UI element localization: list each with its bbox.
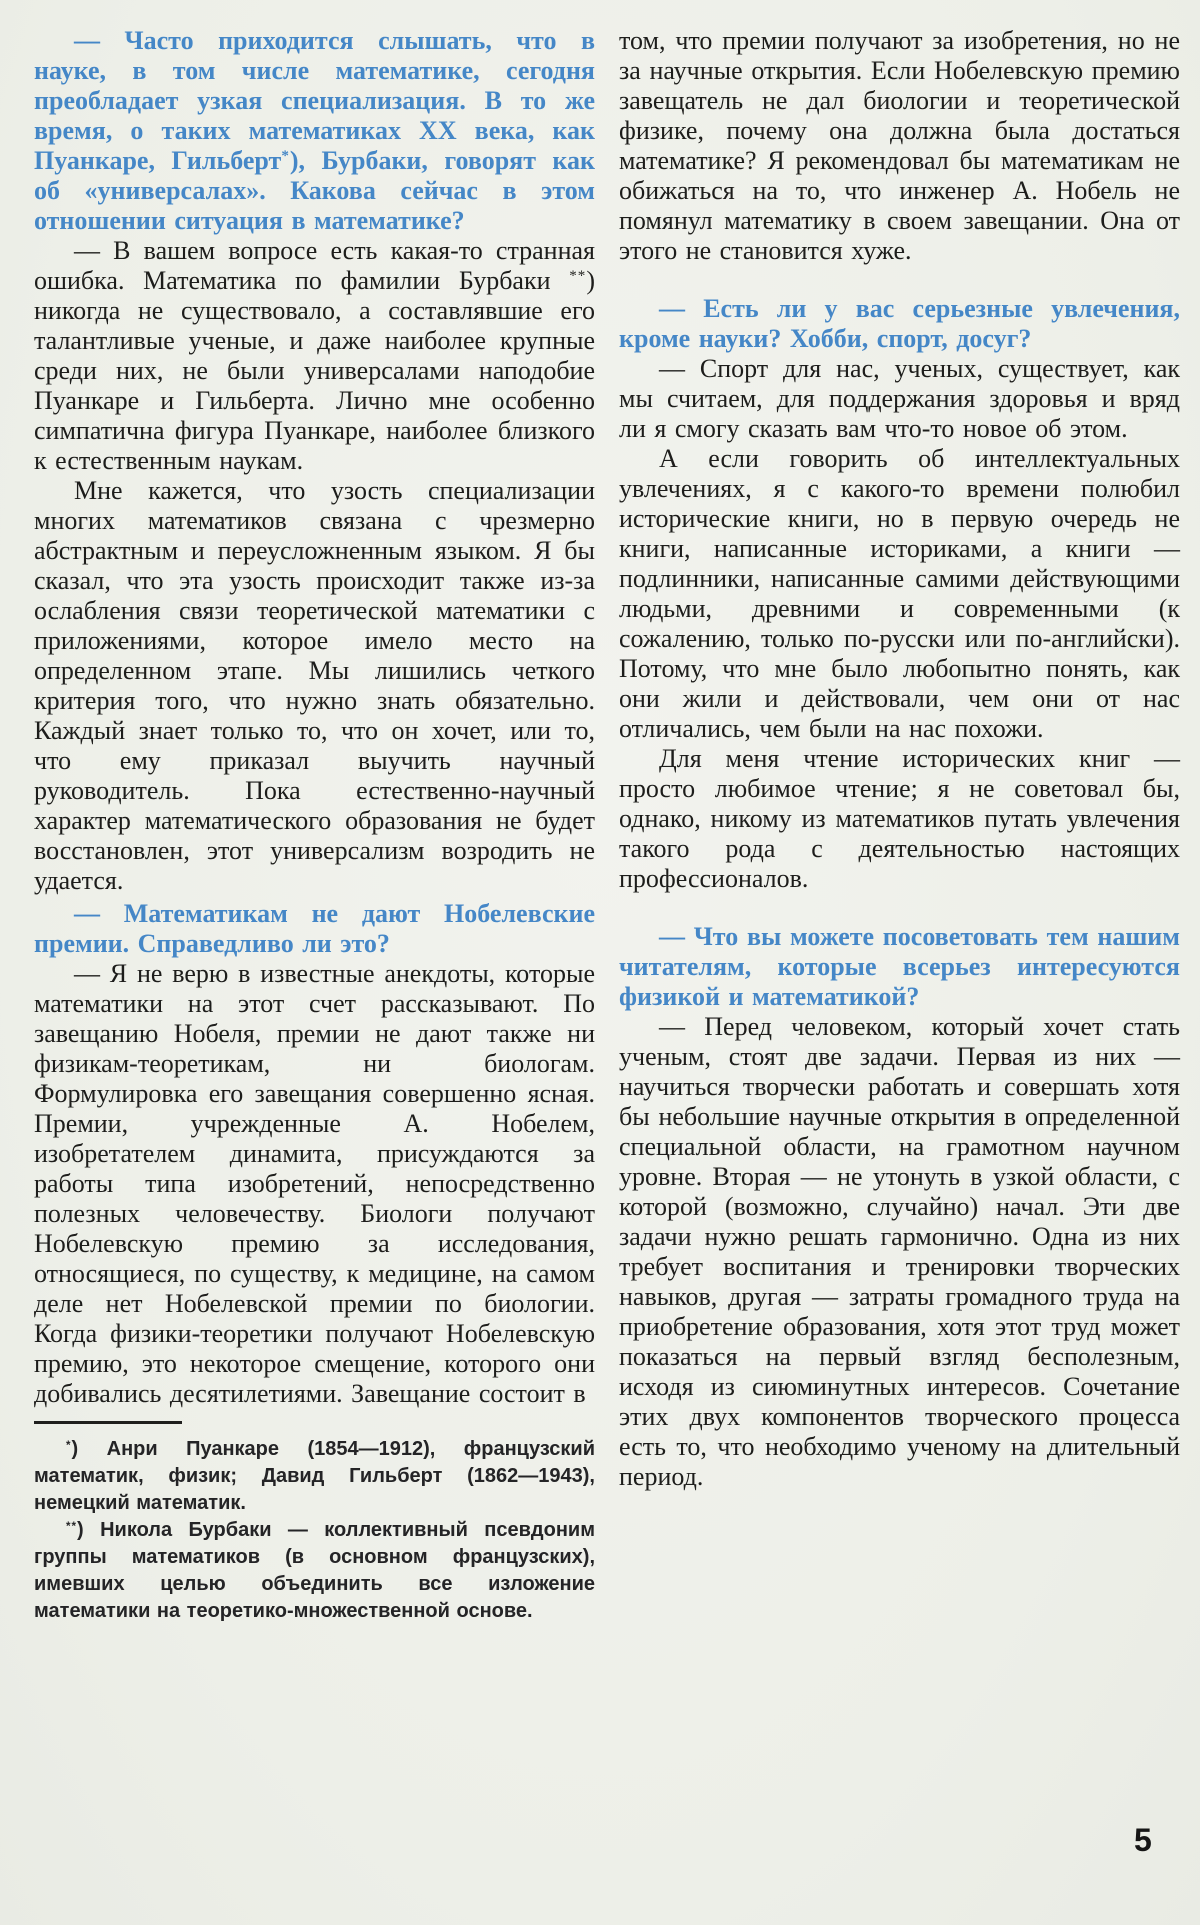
footnote-marker: * [281,148,290,164]
answer-paragraph: Для меня чтение исторических книг — просто любимое чтение; я не советовал бы, однако, никому из математиков путать увлечения такого рода с деятельностью настоящих профессионалов. [619,744,1180,893]
page-number: 5 [1134,1822,1152,1858]
footnote [34,1517,595,1625]
footnote-text: ) Никола Бурбаки — коллективный псевдоним группы математиков (в основном французских), имевших целью объединить все изложение математики на теоретико-множественной основе. [34,1519,595,1622]
footnotes-section [34,1421,595,1625]
footnote-text: ) Анри Пуанкаре (1854—1912), французский математик, физик; Давид Гильберт (1862—1943), немецкий математик. [34,1438,595,1514]
answer-paragraph [34,236,595,476]
question-paragraph: — Есть ли у вас серьезные увлечения, кроме науки? Хобби, спорт, досуг? [619,294,1180,353]
answer-paragraph: Мне кажется, что узость специализации многих математиков связана с чрезмерно абстрактным и переусложненным языком. Я бы сказал, что эта узость происходит также из-за ослабления связи теоретической математики с приложениями, которое имело место на определенном этапе. Мы лишились четкого критерия того, что нужно знать обязательно. Каждый знает только то, что он хочет, или то, что ему приказал выучить научный руководитель. Пока естественно-научный характер математического образования не будет восстановлен, этот универсализм возродить не удается. [34,476,595,895]
answer-text: — В вашем вопросе есть какая-то странная ошибка. Математика по фамилии Бурбаки [34,236,595,295]
footnote-marker: * [66,1439,72,1452]
answer-paragraph: — Перед человеком, который хочет стать ученым, стоят две задачи. Первая из них — научиться творчески работать и совершать хотя бы небольшие научные открытия в определенной специальной области, на грамотном научном уровне. Вторая — не утонуть в узкой области, с которой (возможно, случайно) начал. Эти две задачи нужно решать гармонично. Одна из них требует воспитания и тренировки творческих навыков, другая — затраты громадного труда на приобретение образования, хотя этот труд может показаться на первый взгляд бесполезным, исходя из сиюминутных интересов. Сочетание этих двух компонентов творческого процесса есть то, что необходимо ученому на длительный период. [619,1012,1180,1491]
text-columns [34,26,1180,1625]
question-text: — Часто приходится слышать, что в науке, в том числе математике, сегодня преобладает узкая специализация. В то же время, о таких математиках XX века, как Пуанкаре, Гильберт [34,26,595,175]
question-paragraph: — Математикам не дают Нобелевские премии. Справедливо ли это? [34,899,595,958]
footnote-rule [34,1421,182,1424]
footnote-marker: ** [66,1520,78,1533]
question-text: ), Бурбаки, говорят как об «универсалах». Какова сейчас в этом отношении ситуация в математике? [34,146,595,235]
question-paragraph: — Что вы можете посоветовать тем нашим читателям, которые всерьез интересуются физикой и математикой? [619,922,1180,1011]
answer-paragraph: — Я не верю в известные анекдоты, которые математики на этот счет рассказывают. По завещанию Нобеля, премии не дают также ни физикам-теоретикам, ни биологам. Формулировка его завещания совершенно ясная. Премии, учрежденные А. Нобелем, изобретателем динамита, присуждаются за работы типа изобретений, непосредственно полезных человечеству. Биологи получают Нобелевскую премию за исследования, относящиеся, по существу, к медицине, на самом деле нет Нобелевской премии по биологии. Когда физики-теоретики получают Нобелевскую премию, это некоторое смещение, которого они добивались десятилетиями. Завещание состоит в [34,959,595,1408]
answer-paragraph: — Спорт для нас, ученых, существует, как мы считаем, для поддержания здоровья и вряд ли я смогу сказать вам что-то новое об этом. [619,354,1180,443]
left-column [34,26,595,1625]
question-paragraph [34,26,595,236]
footnote [34,1436,595,1517]
right-column [619,26,1180,1625]
answer-paragraph-continued: том, что премии получают за изобретения, но не за научные открытия. Если Нобелевскую премию завещатель не дал биологии и теоретической физике, почему она должна была достаться математике? Я рекомендовал бы математикам не обижаться на то, что инженер А. Нобель не помянул математику в своем завещании. Она от этого не становится хуже. [619,26,1180,265]
answer-text: ) никогда не существовало, а составлявшие его талантливые ученые, и даже наиболее крупные среди них, не были универсалами наподобие Пуанкаре и Гильберта. Лично мне особенно симпатична фигура Пуанкаре, наиболее близкого к естественным наукам. [34,266,595,475]
answer-paragraph: А если говорить об интеллектуальных увлечениях, я с какого-то времени полюбил исторические книги, но в первую очередь не книги, написанные историками, а книги — подлинники, написанные самими действующими людьми, древними и современными (к сожалению, только по-русски или по-английски). Потому, что мне было любопытно понять, как они жили и действовали, чем они от нас отличались, чем были на нас похожи. [619,444,1180,743]
footnote-marker: ** [569,268,587,284]
